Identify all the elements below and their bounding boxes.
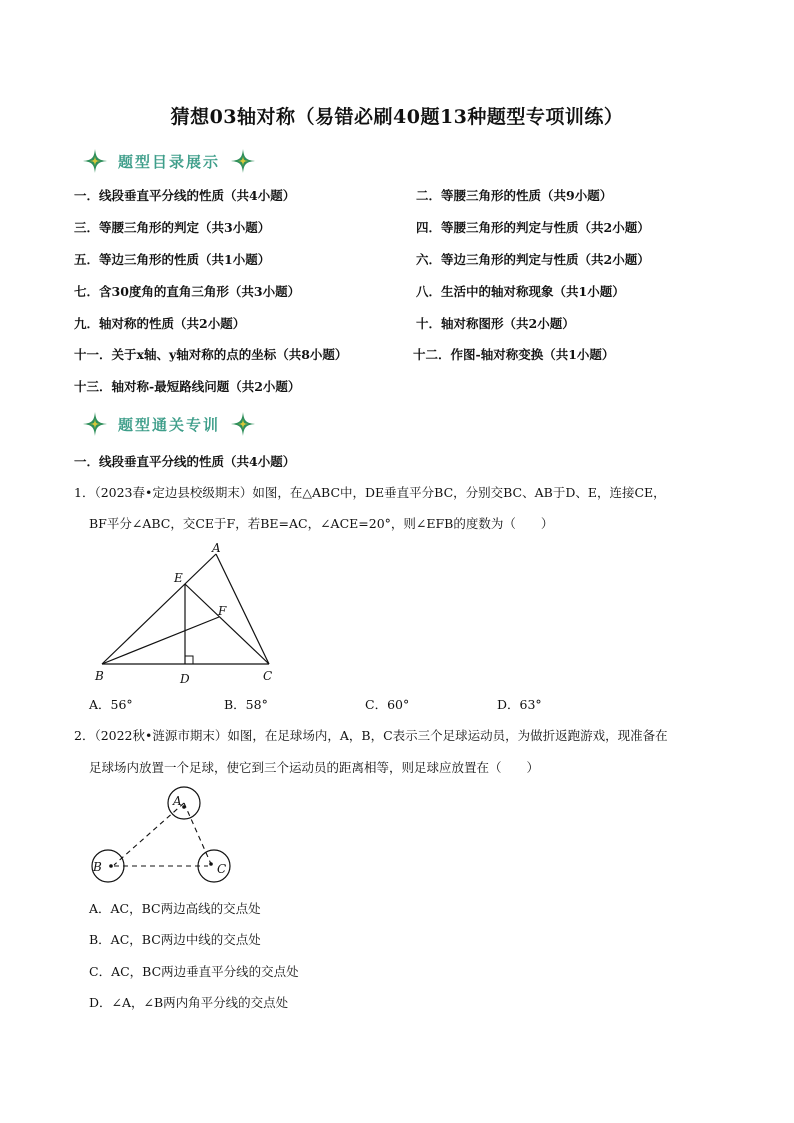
answer-option[interactable]: C．AC，BC两边垂直平分线的交点处 [89,964,299,979]
answer-option[interactable]: B．58° [224,697,268,712]
vertex-label-a: A [212,541,221,555]
player-label-b: B [93,860,102,874]
question-2-text: 足球场内放置一个足球，使它到三个运动员的距离相等，则足球应放置在（ ） [89,760,540,775]
toc-item[interactable]: 十一．关于x轴、y轴对称的点的坐标（共8小题） [74,347,348,362]
section-heading-label: 题型通关专训 [118,415,221,434]
player-label-c: C [217,862,227,876]
toc-item[interactable]: 五．等边三角形的性质（共1小题） [74,252,271,267]
toc-item[interactable]: 八．生活中的轴对称现象（共1小题） [416,284,625,299]
toc-item[interactable]: 十三．轴对称-最短路线问题（共2小题） [74,379,301,394]
toc-item[interactable]: 七．含30度角的直角三角形（共3小题） [74,284,301,299]
toc-item[interactable]: 六．等边三角形的判定与性质（共2小题） [416,252,650,267]
section-heading-catalog [82,148,256,174]
vertex-label-e: E [174,571,183,585]
point-label-f: F [218,604,227,618]
toc-item[interactable]: 二．等腰三角形的性质（共9小题） [416,188,613,203]
answer-option[interactable]: D．63° [497,697,542,712]
triangle-figure [86,538,286,688]
answer-option[interactable]: C．60° [365,697,410,712]
vertex-label-c: C [263,669,273,683]
toc-item[interactable]: 十．轴对称图形（共2小题） [416,316,575,331]
question-1-text: 1．（2023春•定边县校级期末）如图，在△ABC中，DE垂直平分BC，分别交BC、AB于D、E，连接CE， [74,485,666,500]
question-1-text: BF平分∠ABC，交CE于F，若BE=AC，∠ACE=20°，则∠EFB的度数为（ ） [89,516,554,531]
toc-item[interactable]: 四．等腰三角形的判定与性质（共2小题） [416,220,650,235]
sparkle-icon [82,411,108,437]
toc-item[interactable]: 九．轴对称的性质（共2小题） [74,316,246,331]
question-group-heading: 一．线段垂直平分线的性质（共4小题） [74,454,296,469]
point-label-d: D [180,672,190,686]
answer-option[interactable]: B．AC，BC两边中线的交点处 [89,932,261,947]
toc-item[interactable]: 十二．作图-轴对称变换（共1小题） [413,347,615,362]
sparkle-icon [230,148,256,174]
answer-option[interactable]: A．AC，BC两边高线的交点处 [89,901,261,916]
toc-item[interactable]: 三．等腰三角形的判定（共3小题） [74,220,271,235]
question-2-text: 2．（2022秋•涟源市期末）如图，在足球场内，A，B，C表示三个足球运动员，为做折返跑游戏，现准备在 [74,728,668,743]
sparkle-icon [82,148,108,174]
page-title: 猜想03轴对称（易错必刷40题13种题型专项训练） [170,106,624,128]
section-heading-training [82,411,256,437]
section-heading-label: 题型目录展示 [118,152,221,171]
vertex-label-b: B [95,669,104,683]
toc-item[interactable]: 一．线段垂直平分线的性质（共4小题） [74,188,296,203]
answer-option[interactable]: A．56° [89,697,133,712]
answer-option[interactable]: D．∠A，∠B两内角平分线的交点处 [89,995,289,1010]
players-figure [84,785,244,890]
player-label-a: A [173,794,182,808]
sparkle-icon [230,411,256,437]
